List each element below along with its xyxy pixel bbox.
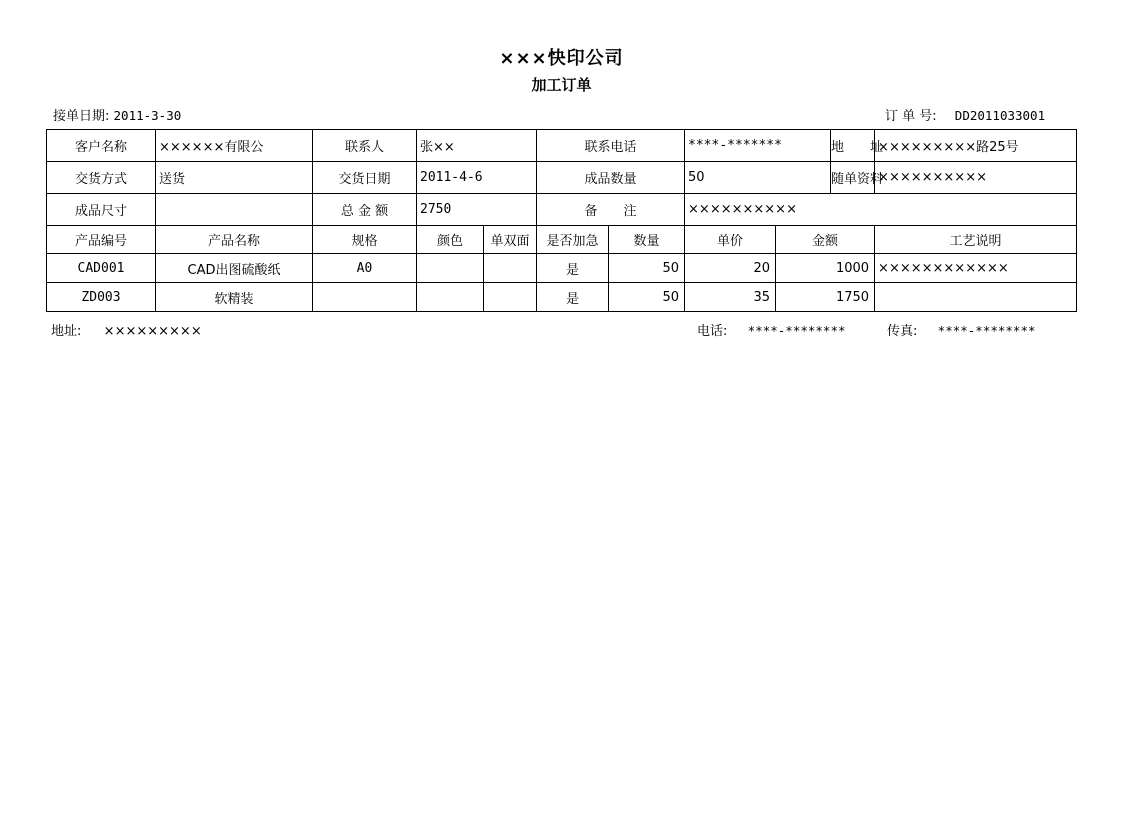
footer-phone-value: ****-******** — [747, 323, 846, 338]
qty-label: 成品数量 — [537, 162, 685, 194]
order-date-value: 2011-3-30 — [113, 108, 182, 123]
item-process — [875, 283, 1077, 312]
item-qty: 50 — [609, 283, 685, 312]
contact-label: 联系人 — [313, 130, 417, 162]
col-header-price: 单价 — [685, 226, 776, 254]
size-label: 成品尺寸 — [47, 194, 156, 226]
footer-phone — [697, 320, 846, 339]
col-header-name: 产品名称 — [156, 226, 313, 254]
phone-value — [685, 130, 884, 162]
item-process: ×××××××××××× — [875, 254, 1077, 283]
order-table — [46, 129, 1077, 312]
col-header-color: 颜色 — [417, 226, 484, 254]
address-value: ×××××××××路25号 — [875, 130, 1077, 162]
item-color — [417, 254, 484, 283]
delivery-method-value: 送货 — [156, 162, 313, 194]
order-number-value: DD2011033001 — [954, 108, 1046, 123]
col-header-amount: 金额 — [776, 226, 875, 254]
info-row-3 — [47, 194, 1077, 226]
item-name: CAD出图硫酸纸 — [156, 254, 313, 283]
attachment-label: 随单资料 — [831, 172, 884, 187]
item-price: 20 — [685, 254, 776, 283]
delivery-date-label: 交货日期 — [313, 162, 417, 194]
info-row-2 — [47, 162, 1077, 194]
company-title: ×××快印公司 — [499, 48, 624, 69]
customer-value: ××××××有限公 — [156, 130, 313, 162]
attachment-value: ×××××××××× — [875, 162, 1077, 194]
col-header-qty: 数量 — [609, 226, 685, 254]
item-urgent: 是 — [537, 254, 609, 283]
item-code: ZD003 — [47, 283, 156, 312]
document-title: 加工订单 — [531, 76, 592, 94]
item-urgent: 是 — [537, 283, 609, 312]
size-value — [156, 194, 313, 226]
phone-value-text: ****-******* — [688, 138, 782, 153]
order-number — [885, 105, 1045, 124]
footer-fax-label: 传真: — [887, 324, 918, 339]
item-amount: 1000 — [776, 254, 875, 283]
col-header-process: 工艺说明 — [875, 226, 1077, 254]
info-row-1 — [47, 130, 1077, 162]
address-label: 地 址 — [831, 140, 884, 155]
item-price: 35 — [685, 283, 776, 312]
qty-value: 50 — [688, 170, 705, 185]
item-spec — [313, 283, 417, 312]
total-value: 2750 — [417, 194, 537, 226]
delivery-method-label: 交货方式 — [47, 162, 156, 194]
footer-fax — [887, 320, 1036, 339]
delivery-date-value: 2011-4-6 — [417, 162, 537, 194]
item-qty: 50 — [609, 254, 685, 283]
item-amount: 1750 — [776, 283, 875, 312]
col-header-sides: 单双面 — [484, 226, 537, 254]
footer-address — [51, 320, 202, 339]
remark-label: 备 注 — [537, 194, 685, 226]
item-sides — [484, 254, 537, 283]
item-name: 软精装 — [156, 283, 313, 312]
item-color — [417, 283, 484, 312]
item-spec: A0 — [313, 254, 417, 283]
col-header-urgent: 是否加急 — [537, 226, 609, 254]
column-header-row — [47, 226, 1077, 254]
order-date — [53, 105, 181, 124]
item-sides — [484, 283, 537, 312]
customer-label: 客户名称 — [47, 130, 156, 162]
item-code: CAD001 — [47, 254, 156, 283]
footer-address-value: ××××××××× — [103, 324, 202, 339]
footer-phone-label: 电话: — [697, 324, 728, 339]
remark-value: ×××××××××× — [685, 194, 1077, 226]
order-number-label: 订 单 号: — [885, 109, 937, 124]
contact-value: 张×× — [417, 130, 537, 162]
col-header-spec: 规格 — [313, 226, 417, 254]
table-row — [47, 283, 1077, 312]
table-row — [47, 254, 1077, 283]
total-label: 总 金 额 — [313, 194, 417, 226]
col-header-code: 产品编号 — [47, 226, 156, 254]
order-date-label: 接单日期: — [53, 109, 110, 124]
phone-label: 联系电话 — [537, 130, 685, 162]
footer-address-label: 地址: — [51, 324, 82, 339]
qty-cell — [685, 162, 884, 194]
footer-fax-value: ****-******** — [937, 323, 1036, 338]
